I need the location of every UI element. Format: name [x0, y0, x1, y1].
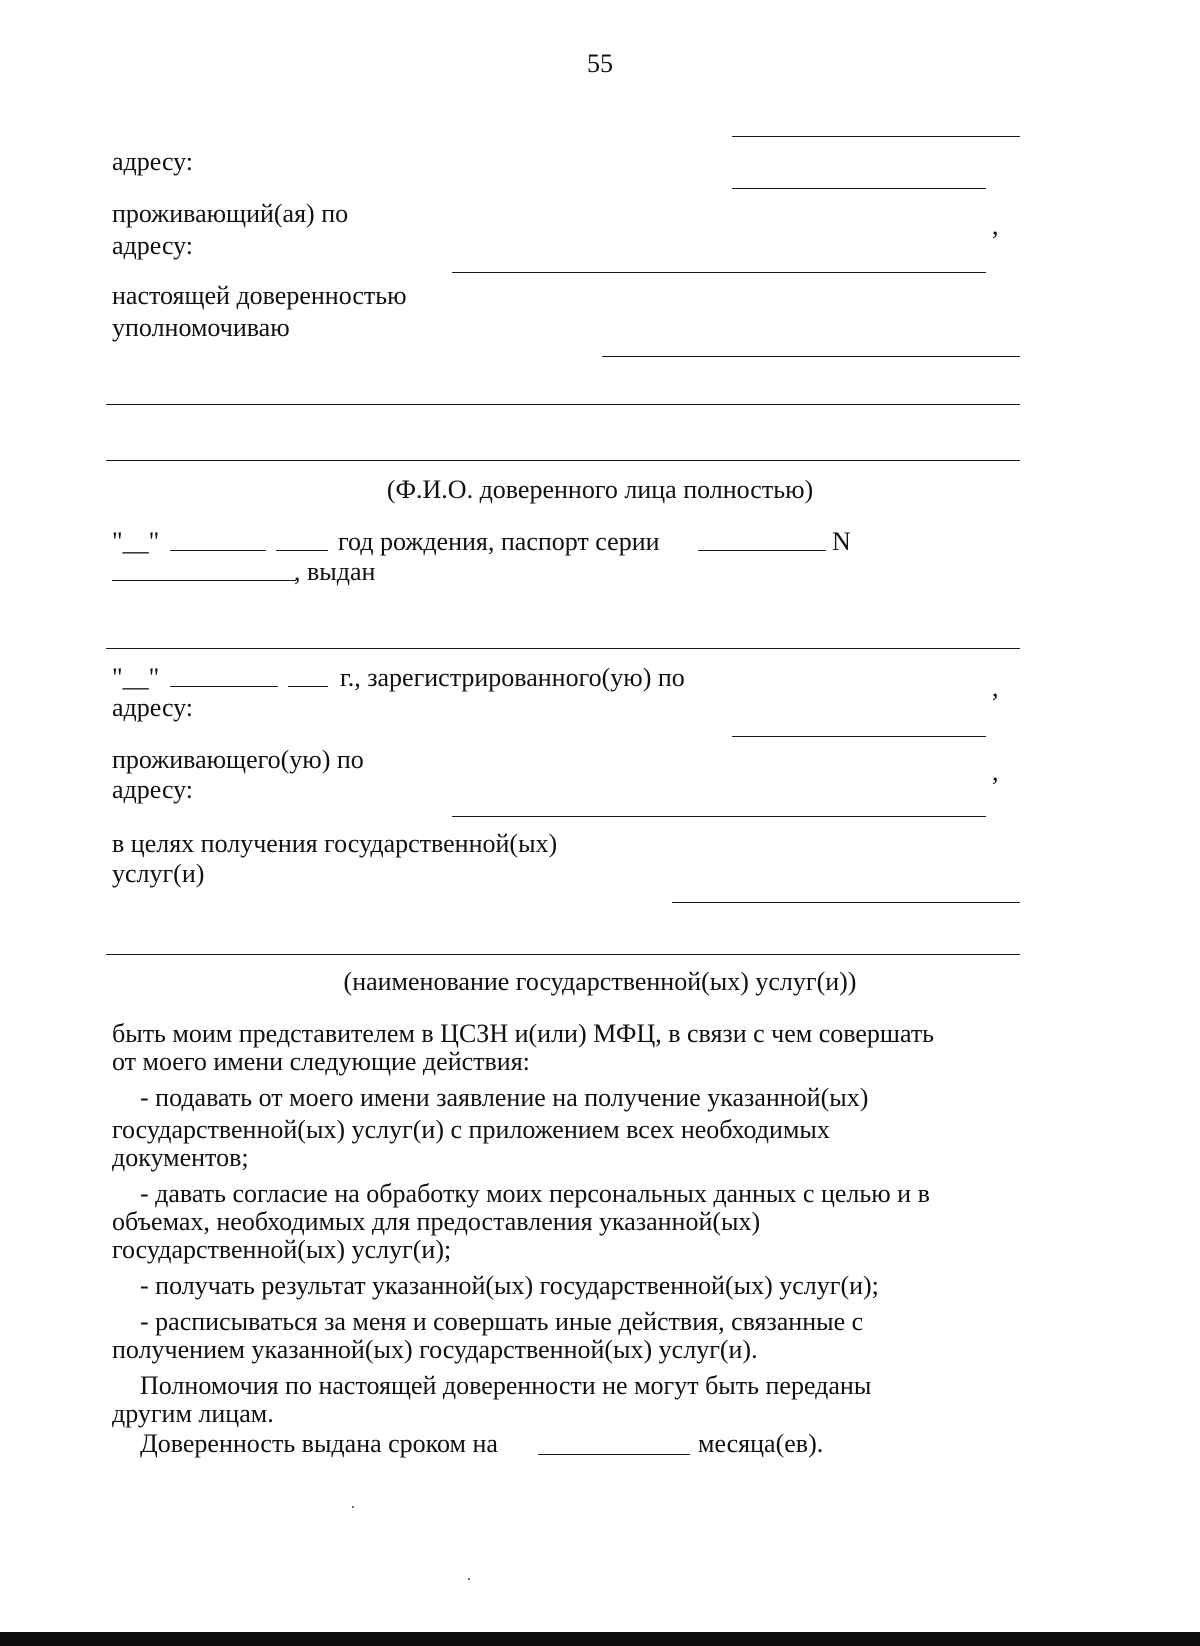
- bullet-4-line1: - расписываться за меня и совершать иные действия, связанные с: [140, 1307, 864, 1336]
- registration-blank-1: [170, 686, 278, 687]
- residing-line: [452, 272, 986, 273]
- powers-line1: Полномочия по настоящей доверенности не могут быть переданы: [140, 1371, 872, 1400]
- bullet-3: - получать результат указанной(ых) государственной(ых) услуг(и);: [140, 1271, 879, 1300]
- birth-text: год рождения, паспорт серии: [338, 527, 660, 556]
- bullet-2-line1: - давать согласие на обработку моих персональных данных с целью и в: [140, 1179, 930, 1208]
- issued-by-line: [106, 648, 1020, 649]
- body-p1-line1: быть моим представителем в ЦСЗН и(или) МФЦ, в связи с чем совершать: [112, 1019, 935, 1048]
- bullet-2-line3: государственной(ых) услуг(и);: [112, 1235, 452, 1264]
- term-unit: месяца(ев).: [698, 1429, 824, 1458]
- address-line: [732, 188, 986, 189]
- scan-speck: [352, 1506, 354, 1508]
- address-label: адресу:: [112, 147, 194, 176]
- scan-speck: [468, 1578, 470, 1580]
- address-line-top: [732, 136, 1020, 137]
- residing-comma: ,: [992, 211, 999, 240]
- scan-edge: [0, 1632, 1200, 1646]
- fio-line-2: [106, 460, 1020, 461]
- registration-text: г., зарегистрированного(ую) по: [340, 663, 685, 692]
- issued-label: , выдан: [294, 557, 376, 586]
- residing2-comma: ,: [992, 757, 999, 786]
- issued-blank: [112, 580, 296, 581]
- residing2-line: [452, 816, 986, 817]
- bullet-2-line2: объемах, необходимых для предоставления указанной(ых): [112, 1207, 761, 1236]
- bullet-1-line1: - подавать от моего имени заявление на получение указанной(ых): [140, 1083, 869, 1112]
- term-label: Доверенность выдана сроком на: [140, 1429, 498, 1458]
- page-number: 55: [587, 49, 613, 78]
- fio-line-1: [106, 404, 1020, 405]
- fio-caption: (Ф.И.О. доверенного лица полностью): [386, 475, 814, 504]
- birth-blank-2: [276, 550, 328, 551]
- purpose-label-2: услуг(и): [112, 859, 205, 888]
- residing2-label: проживающего(ую) по: [112, 745, 364, 774]
- bullet-4-line2: получением указанной(ых) государственной(ых) услуг(и).: [112, 1335, 758, 1364]
- residing-label: проживающий(ая) по: [112, 199, 349, 228]
- passport-series-blank: [698, 550, 826, 551]
- powers-line2: другим лицам.: [112, 1399, 274, 1428]
- birth-blank-1: [170, 550, 266, 551]
- bullet-1-line2: государственной(ых) услуг(и) с приложением всех необходимых: [112, 1115, 830, 1144]
- birth-quote: "__": [112, 527, 160, 556]
- authorize-line: [602, 356, 1020, 357]
- registration-quote: "__": [112, 663, 160, 692]
- residing-address-label: адресу:: [112, 231, 194, 260]
- service-line: [106, 954, 1020, 955]
- purpose-label: в целях получения государственной(ых): [112, 829, 558, 858]
- residing2-address-label: адресу:: [112, 775, 194, 804]
- registration-blank-2: [288, 686, 328, 687]
- authorize-label: настоящей доверенностью: [112, 281, 407, 310]
- registration-comma: ,: [992, 673, 999, 702]
- purpose-line: [672, 902, 1020, 903]
- registration-address-label: адресу:: [112, 693, 194, 722]
- body-p1-line2: от моего имени следующие действия:: [112, 1047, 530, 1076]
- authorize-label-2: уполномочиваю: [112, 313, 290, 342]
- passport-number-sign: N: [832, 527, 851, 556]
- service-caption: (наименование государственной(ых) услуг(и)): [343, 967, 857, 996]
- registration-address-line: [732, 736, 986, 737]
- term-blank: [538, 1454, 690, 1455]
- bullet-1-line3: документов;: [112, 1143, 249, 1172]
